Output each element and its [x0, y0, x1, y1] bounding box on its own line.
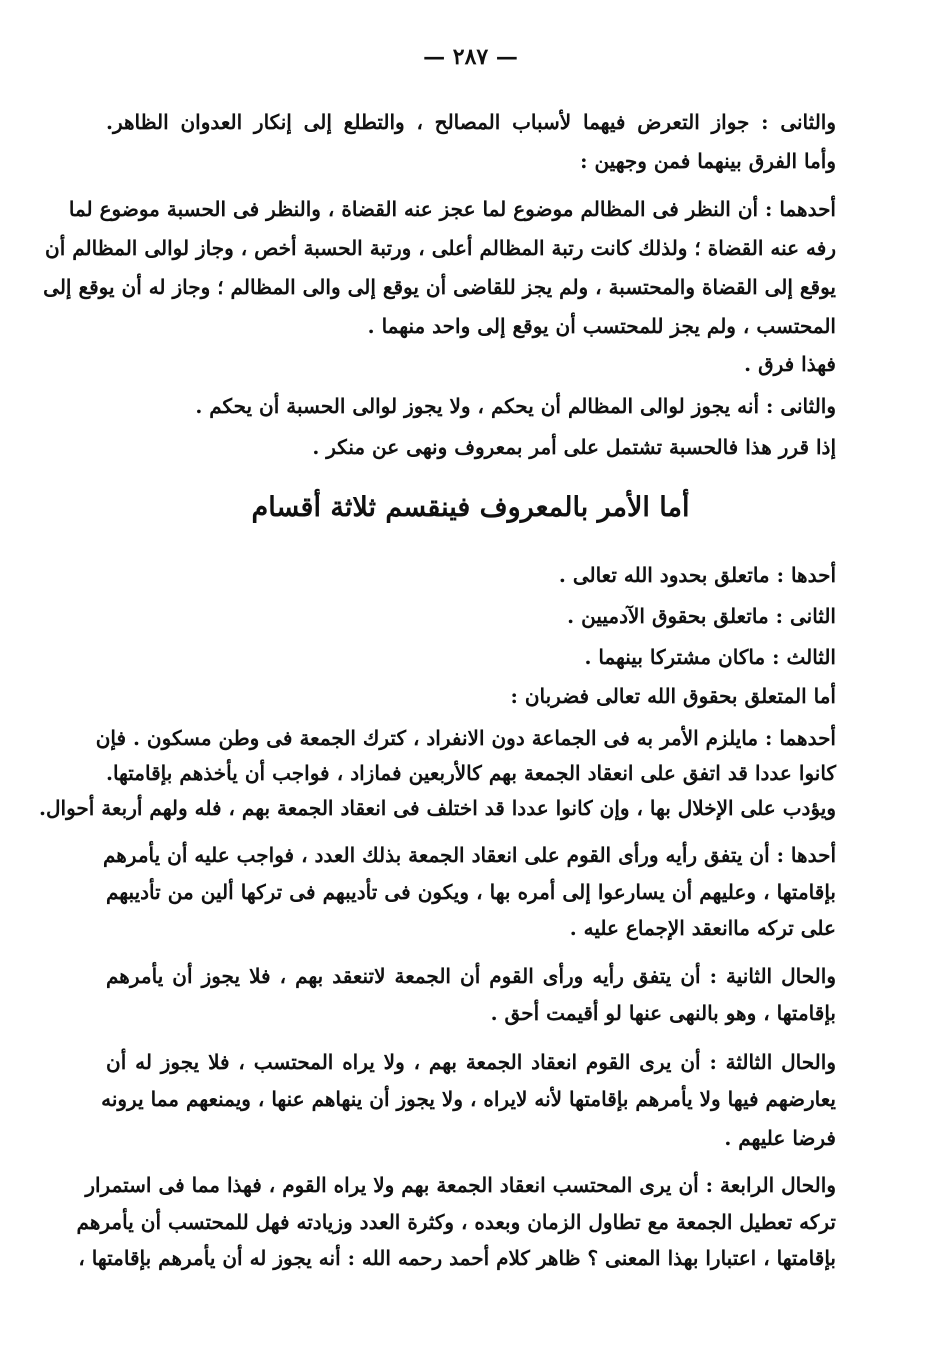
text-line: على تركه ماانعقد الإجماع عليه .	[569, 916, 836, 940]
text-line: يوقع إلى القضاة والمحتسبة ، ولم يجز للقاضى أن يوقع إلى والى المظالم ؛ وجاز له أن يوقع إلى	[43, 275, 836, 299]
text-line: كانوا عددا قد اتفق على انعقاد الجمعة بهم كالأربعين فمازاد ، فواجب أن يأخذهم بإقامتها.	[106, 761, 836, 785]
text-line: فرضا عليهم .	[724, 1126, 836, 1150]
text-line: أحدهما : مايلزم الأمر به فى الجماعة دون الانفراد ، كترك الجمعة فى وطن مسكون . فإن	[95, 726, 836, 750]
text-line: بإقامتها ، اعتبارا بهذا المعنى ؟ ظاهر كلام أحمد رحمه الله : أنه يجوز له أن يأمرهم بإقامتها ،	[78, 1246, 836, 1270]
text-line: يعارضهم فيها ولا يأمرهم بإقامتها لأنه لايراه ، ولا يجوز أن ينهاهم عنها ، ويمنعهم مما يرونه	[101, 1087, 836, 1111]
text-line: أحدها : ماتعلق بحدود الله تعالى .	[558, 563, 836, 587]
page-number: — ٢٨٧ —	[423, 44, 518, 70]
text-line: الثالث : ماكان مشتركا بينهما .	[584, 645, 836, 669]
text-line: والحال الثالثة : أن يرى القوم انعقاد الجمعة بهم ، ولا يراه المحتسب ، فلا يجوز له أن	[106, 1050, 836, 1074]
text-line: والثانى : جواز التعرض فيهما لأسباب المصالح ، والتطلع إلى إنكار العدوان الظاهر.	[106, 110, 836, 134]
text-line: أحدها : أن يتفق رأيه ورأى القوم على انعقاد الجمعة بذلك العدد ، فواجب عليه أن يأمرهم	[102, 843, 836, 867]
section-heading: أما الأمر بالمعروف فينقسم ثلاثة أقسام	[251, 492, 690, 523]
text-line: والحال الثانية : أن يتفق رأيه ورأى القوم أن الجمعة لاتنعقد بهم ، فلا يجوز أن يأمرهم	[106, 964, 836, 988]
text-line: بإقامتها ، وعليهم أن يسارعوا إلى أمره بها ، ويكون فى تأديبهم فى تركها ألين من تأديبهم	[106, 880, 836, 904]
text-line: والثانى : أنه يجوز لوالى المظالم أن يحكم ، ولا يجوز لوالى الحسبة أن يحكم .	[195, 394, 836, 418]
text-line: ويؤدب على الإخلال بها ، وإن كانوا عددا قد اختلف فى انعقاد الجمعة بهم ، فله ولهم أربعة أحوال.	[39, 796, 836, 820]
text-line: أما المتعلق بحقوق الله تعالى فضربان :	[510, 684, 836, 708]
text-line: رفه عنه القضاة ؛ ولذلك كانت رتبة المظالم أعلى ، ورتبة الحسبة أخص ، وجاز لوالى المظالم أن	[45, 236, 836, 260]
text-line: الثانى : ماتعلق بحقوق الآدميين .	[567, 604, 836, 628]
text-line: وأما الفرق بينهما فمن وجهين :	[580, 149, 836, 173]
text-line: فهذا فرق .	[744, 352, 836, 376]
text-line: والحال الرابعة : أن يرى المحتسب انعقاد الجمعة بهم ولا يراه القوم ، فهذا مما فى استمرار	[85, 1173, 836, 1197]
text-line: إذا قرر هذا فالحسبة تشتمل على أمر بمعروف ونهى عن منكر .	[312, 435, 836, 459]
text-line: تركه تعطيل الجمعة مع تطاول الزمان وبعده ، وكثرة العدد وزيادته فهل للمحتسب أن يأمرهم	[76, 1210, 836, 1234]
text-line: بإقامتها ، وهو بالنهى عنها لو أقيمت أحق .	[490, 1001, 836, 1025]
text-line: أحدهما : أن النظر فى المظالم موضوع لما عجز عنه القضاة ، والنظر فى الحسبة موضوع لما	[68, 197, 836, 221]
text-line: المحتسب ، ولم يجز للمحتسب أن يوقع إلى واحد منهما .	[367, 314, 836, 338]
